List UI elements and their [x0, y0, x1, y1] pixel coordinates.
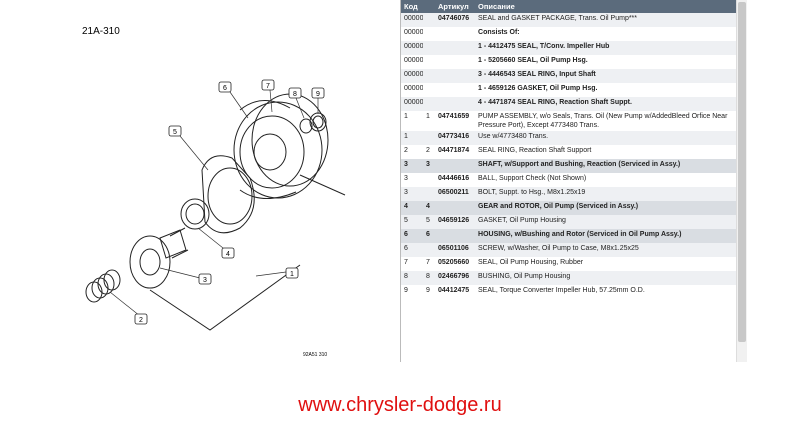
cell-qty: 4	[423, 201, 435, 215]
cell-code: 4	[401, 201, 423, 215]
oil-pump-exploded-view	[0, 0, 400, 370]
cell-description: PUMP ASSEMBLY, w/o Seals, Trans. Oil (New Pump w/AddedBleed Orfice Near Pressure Port), Except 4773480 Trans.	[478, 113, 728, 129]
cell-qty	[423, 173, 435, 187]
table-row[interactable]	[401, 145, 737, 159]
cell-description: SEAL, Oil Pump Housing, Rubber	[478, 259, 584, 266]
cell-qty	[423, 83, 435, 97]
cell-article	[435, 55, 475, 69]
cell-code: 00000	[401, 97, 423, 111]
column-header-code: Код	[401, 0, 435, 13]
cell-description: BOLT, Suppt. to Hsg., M8x1.25x19	[475, 187, 737, 201]
cell-code: 3	[401, 159, 423, 173]
table-row[interactable]	[401, 55, 737, 69]
cell-article: 04446616	[438, 175, 470, 182]
cell-qty: 8	[423, 271, 435, 285]
table-row[interactable]	[401, 257, 737, 271]
column-header-description: Описание	[475, 0, 737, 13]
cell-article: 04659126	[435, 215, 475, 229]
callout-6: 6	[223, 85, 227, 92]
cell-code: 00000	[401, 69, 423, 83]
cell-code: 00000	[401, 13, 423, 27]
cell-article	[435, 229, 475, 243]
parts-table	[401, 0, 737, 299]
cell-qty	[423, 243, 435, 257]
cell-qty: 5	[423, 215, 435, 229]
cell-article	[435, 69, 475, 83]
parts-table-body	[401, 13, 737, 299]
cell-qty: 2	[426, 147, 430, 154]
callout-4: 4	[226, 251, 230, 258]
cell-description: Consists Of:	[478, 29, 520, 36]
cell-qty: 7	[426, 259, 430, 266]
cell-qty	[423, 69, 435, 83]
cell-code: 1	[404, 113, 408, 120]
cell-description: GEAR and ROTOR, Oil Pump (Serviced in Assy.)	[475, 201, 737, 215]
cell-code: 6	[401, 243, 423, 257]
cell-code: 3	[404, 175, 408, 182]
cell-code: 9	[404, 287, 408, 294]
callout-5: 5	[173, 129, 177, 136]
cell-code: 2	[404, 147, 408, 154]
cell-code: 00000	[404, 85, 423, 92]
table-row[interactable]	[401, 229, 737, 243]
cell-description: 1 - 5205660 SEAL, Oil Pump Hsg.	[478, 57, 588, 64]
table-row[interactable]	[401, 41, 737, 55]
cell-description: 4 - 4471874 SEAL RING, Reaction Shaft Suppt.	[475, 97, 737, 111]
table-row[interactable]	[401, 173, 737, 187]
callout-2: 2	[139, 317, 143, 324]
vertical-scrollbar[interactable]	[736, 0, 747, 362]
cell-qty	[423, 13, 435, 27]
cell-article: 04746076	[435, 13, 475, 27]
cell-code: 00000	[401, 41, 423, 55]
cell-article: 05205660	[438, 259, 470, 266]
parts-diagram	[0, 0, 400, 370]
figure-code: 92A51 310	[303, 352, 328, 358]
cell-code: 1	[401, 131, 423, 145]
column-header-article: Артикул	[435, 0, 475, 13]
table-row[interactable]	[401, 243, 737, 257]
cell-code: 6	[401, 229, 423, 243]
cell-article	[435, 201, 475, 215]
cell-code: 7	[404, 259, 408, 266]
cell-description: 1 - 4412475 SEAL, T/Conv. Impeller Hub	[475, 41, 737, 55]
scrollbar-thumb[interactable]	[738, 2, 746, 342]
cell-description: SCREW, w/Washer, Oil Pump to Case, M8x1.25x25	[475, 243, 737, 257]
table-row[interactable]	[401, 271, 737, 285]
cell-qty: 3	[423, 159, 435, 173]
cell-description: SHAFT, w/Support and Bushing, Reaction (Serviced in Assy.)	[475, 159, 737, 173]
cell-article	[435, 83, 475, 97]
cell-code: 00000	[404, 29, 423, 36]
callout-7: 7	[266, 83, 270, 90]
cell-article: 04741659	[438, 113, 470, 120]
cell-description: BUSHING, Oil Pump Housing	[475, 271, 737, 285]
cell-description: SEAL, Torque Converter Impeller Hub, 57.25mm O.D.	[478, 287, 645, 294]
cell-article	[435, 27, 475, 41]
cell-qty: 1	[426, 113, 430, 120]
table-row[interactable]	[401, 69, 737, 83]
cell-article: 04412475	[438, 287, 470, 294]
cell-qty	[423, 41, 435, 55]
cell-description: GASKET, Oil Pump Housing	[475, 215, 737, 229]
cell-qty	[423, 27, 435, 41]
cell-code: 5	[401, 215, 423, 229]
cell-qty	[423, 55, 435, 69]
cell-qty	[423, 131, 435, 145]
cell-code: 00000	[404, 57, 423, 64]
table-row[interactable]	[401, 159, 737, 173]
diagram-code: 21A-310	[82, 26, 120, 37]
table-row[interactable]	[401, 187, 737, 201]
parts-list-panel	[400, 0, 737, 362]
cell-description: SEAL and GASKET PACKAGE, Trans. Oil Pump***	[475, 13, 737, 27]
table-row[interactable]	[401, 201, 737, 215]
cell-article: 06501106	[435, 243, 475, 257]
cell-article: 04773416	[435, 131, 475, 145]
table-row[interactable]	[401, 97, 737, 111]
table-row[interactable]	[401, 285, 737, 299]
cell-code: 8	[401, 271, 423, 285]
cell-article	[435, 41, 475, 55]
cell-description: HOUSING, w/Bushing and Rotor (Serviced in Oil Pump Assy.)	[475, 229, 737, 243]
cell-qty: 6	[423, 229, 435, 243]
cell-description: SEAL RING, Reaction Shaft Support	[478, 147, 592, 154]
cell-qty: 9	[426, 287, 430, 294]
cell-qty	[423, 187, 435, 201]
table-row[interactable]	[401, 111, 737, 131]
cell-code: 3	[401, 187, 423, 201]
table-row[interactable]	[401, 215, 737, 229]
table-header-row	[401, 0, 737, 13]
callout-9: 9	[316, 91, 320, 98]
cell-article	[435, 159, 475, 173]
callout-1: 1	[290, 271, 294, 278]
cell-article	[435, 97, 475, 111]
cell-qty	[423, 97, 435, 111]
site-link[interactable]: www.chrysler-dodge.ru	[298, 394, 502, 416]
cell-article: 02466796	[435, 271, 475, 285]
table-row[interactable]	[401, 27, 737, 41]
callout-8: 8	[293, 91, 297, 98]
cell-article: 06500211	[435, 187, 475, 201]
table-row[interactable]	[401, 13, 737, 27]
cell-description: BALL, Support Check (Not Shown)	[478, 175, 587, 182]
table-row[interactable]	[401, 83, 737, 97]
cell-article: 04471874	[438, 147, 470, 154]
cell-description: 1 - 4659126 GASKET, Oil Pump Hsg.	[478, 85, 598, 92]
table-row[interactable]	[401, 131, 737, 145]
callout-3: 3	[203, 277, 207, 284]
cell-description: Use w/4773480 Trans.	[475, 131, 737, 145]
cell-description: 3 - 4446543 SEAL RING, Input Shaft	[475, 69, 737, 83]
